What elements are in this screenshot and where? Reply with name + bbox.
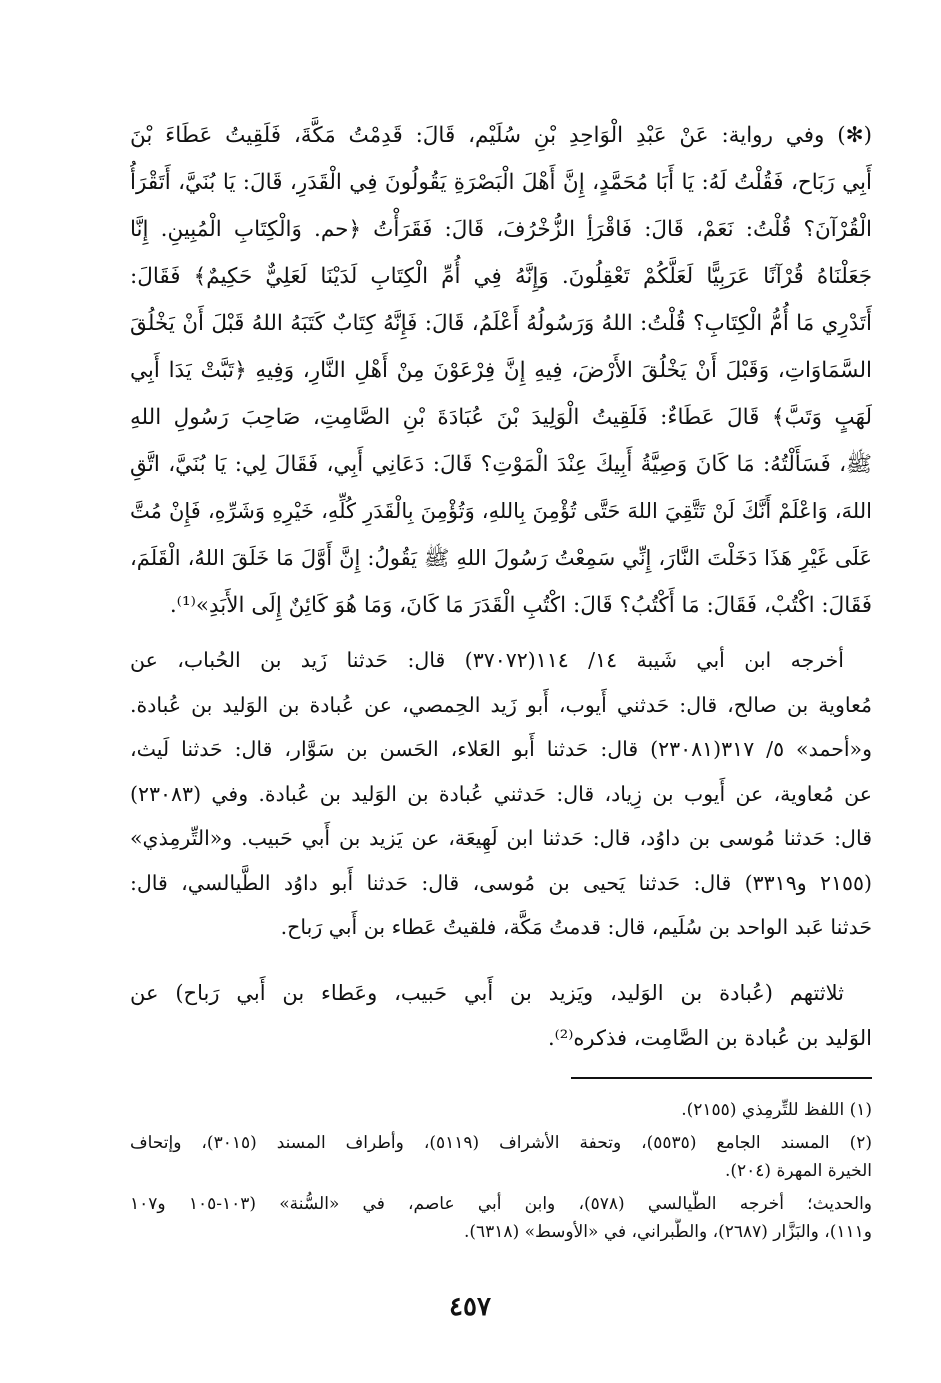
takhrij-paragraph [130,638,872,950]
hadith-line: أَبِي رَبَاح، فَقُلْتُ لَهُ: يَا أَبَا مُحَمَّدٍ، إِنَّ أَهْلَ الْبَصْرَةِ يَقُولُونَ فِي الْقَدَرِ، قَالَ: يَا بُنَيَّ، أَتَقْرَأُ [130,170,872,195]
footnote-2-line: الخيرة المهرة (٢٠٤). [724,1161,872,1181]
takhrij-line: (٢١٥٥ و٣٣١٩) قال: حَدثنا يَحيى بن مُوسى، قال: حَدثنا أَبو داوُد الطَّيالسي، قال: [130,870,872,895]
footnotes [130,1096,872,1247]
takhrij-line: أخرجه ابن أبي شَيبة ١٤/ ١١٤(٣٧٠٧٢) قال: حَدثنا زَيد بن الحُباب، عن [130,648,844,672]
takhrij-line: عن مُعاوية، عن أَيوب بن زِياد، قال: حَدثني عُبادة بن الوَليد بن عُبادة. وفي (٢٣٠٨٣) [130,781,872,806]
hadith-line: عَلَى غَيْرِ هَذَا دَخَلْتَ النَّارَ، إِنِّي سَمِعْتُ رَسُولَ اللهِ ﷺ يَقُولُ: إِنَّ أَوَّلَ مَا خَلَقَ اللهُ، الْقَلَمَ، [130,546,872,570]
hadith-line: ﷺ، فَسَأَلْتُهُ: مَا كَانَ وَصِيَّةُ أَبِيكَ عِنْدَ الْمَوْتِ؟ قَالَ: دَعَانِي أَبِي، فَقَالَ لِي: يَا بُنَيَّ، اتَّقِ [130,452,872,477]
hadith-text [130,112,872,629]
footnote-1: (١) اللفظ للتِّرمِذي (٢١٥٥). [681,1100,872,1120]
hadith-line: أَتَدْرِي مَا أُمُّ الْكِتَابِ؟ قُلْتُ: اللهُ وَرَسُولُهُ أَعْلَمُ، قَالَ: فَإِنَّهُ كِتَابٌ كَتَبَهُ اللهُ قَبْلَ أَنْ يَخْلُقَ [130,311,872,336]
takhrij-line: مُعاوية بن صالح، قال: حَدثني أَيوب، أَبو زَيد الحِمصي، عن عُبادة بن الوَليد بن عُبادة. [130,692,872,717]
hadith-line: جَعَلْنَاهُ قُرْآنًا عَرَبِيًّا لَعَلَّكُمْ تَعْقِلُونَ. وَإِنَّهُ فِي أُمِّ الْكِتَابِ لَدَيْنَا لَعَلِيٌّ حَكِيمٌ﴾ فَقَالَ: [130,264,872,289]
summary-line: الوَليد بن عُبادة بن الصَّامِت، فذكره⁽²⁾. [547,1026,872,1050]
summary-line: ثلاثتهم (عُبادة بن الوَليد، ويَزيد بن أَبي حَبيب، وعَطاء بن أَبي رَباح) عن [130,981,844,1005]
footnote-divider [571,1077,872,1079]
takhrij-line: حَدثنا عَبد الواحد بن سُلَيم، قال: قدمتُ مَكَّة، فلقيتُ عَطاء بن أَبي رَباح. [280,915,872,939]
summary-paragraph [130,971,872,1061]
hadith-line: الْقُرْآنَ؟ قُلْتُ: نَعَمْ، قَالَ: فَاقْرَأِ الزُّخْرُفَ، قَالَ: فَقَرَأْتُ ﴿حم. وَالْكِتَابِ الْمُبِينِ. إِنَّا [130,217,872,242]
footnote-2-line: (٢) المسند الجامع (٥٥٣٥)، وتحفة الأشراف (٥١١٩)، وأطراف المسند (٣٠١٥)، وإتحاف [130,1132,872,1153]
takhrij-line: و«أحمد» ٥/ ٣١٧(٢٣٠٨١) قال: حَدثنا أَبو العَلاء، الحَسن بن سَوَّار، قال: حَدثنا لَيث، [130,737,872,761]
hadith-line: فَقَالَ: اكْتُبْ، فَقَالَ: مَا أَكْتُبُ؟ قَالَ: اكْتُبِ الْقَدَرَ مَا كَانَ، وَمَا هُوَ كَائِنٌ إِلَى الأَبَدِ»⁽¹⁾. [169,593,872,618]
page-number: ٤٥٧ [449,1292,491,1322]
footnote-3-line: و١١١)، والبَزَّار (٢٦٨٧)، والطَّبراني، في «الأوسط» (٦٣١٨). [463,1222,872,1242]
hadith-line: السَّمَاوَاتِ، وَقَبْلَ أَنْ يَخْلُقَ الأَرْضَ، فِيهِ إِنَّ فِرْعَوْنَ مِنْ أَهْلِ النَّارِ، وَفِيهِ ﴿تَبَّتْ يَدَا أَبِي [130,358,872,383]
footnote-3-line: والحديث؛ أخرجه الطَّيالسي (٥٧٨)، وابن أبي عاصم، في «السُّنة» (١٠٣-١٠٥ و١٠٧ [130,1193,872,1214]
hadith-line: اللهَ، وَاعْلَمْ أَنَّكَ لَنْ تَتَّقِيَ اللهَ حَتَّى تُؤْمِنَ بِاللهِ، وَتُؤْمِنَ بِالْقَدَرِ كُلِّهِ، خَيْرِهِ وَشَرِّهِ، فَإِنْ مُتَّ [130,499,872,523]
takhrij-line: قال: حَدثنا مُوسى بن داوُد، قال: حَدثنا ابن لَهِيعَة، عن يَزيد بن أَبي حَبيب. و«التِّرمِذي» [130,826,872,850]
hadith-line: (✻) وفي رواية: عَنْ عَبْدِ الْوَاحِدِ بْنِ سُلَيْم، قَالَ: قَدِمْتُ مَكَّةَ، فَلَقِيتُ عَطَاءَ بْنَ [130,123,872,148]
hadith-line: لَهَبٍ وَتَبَّ﴾ قَالَ عَطَاءٌ: فَلَقِيتُ الْوَلِيدَ بْنَ عُبَادَةَ بْنِ الصَّامِتِ، صَاحِبَ رَسُولِ اللهِ [130,405,872,430]
